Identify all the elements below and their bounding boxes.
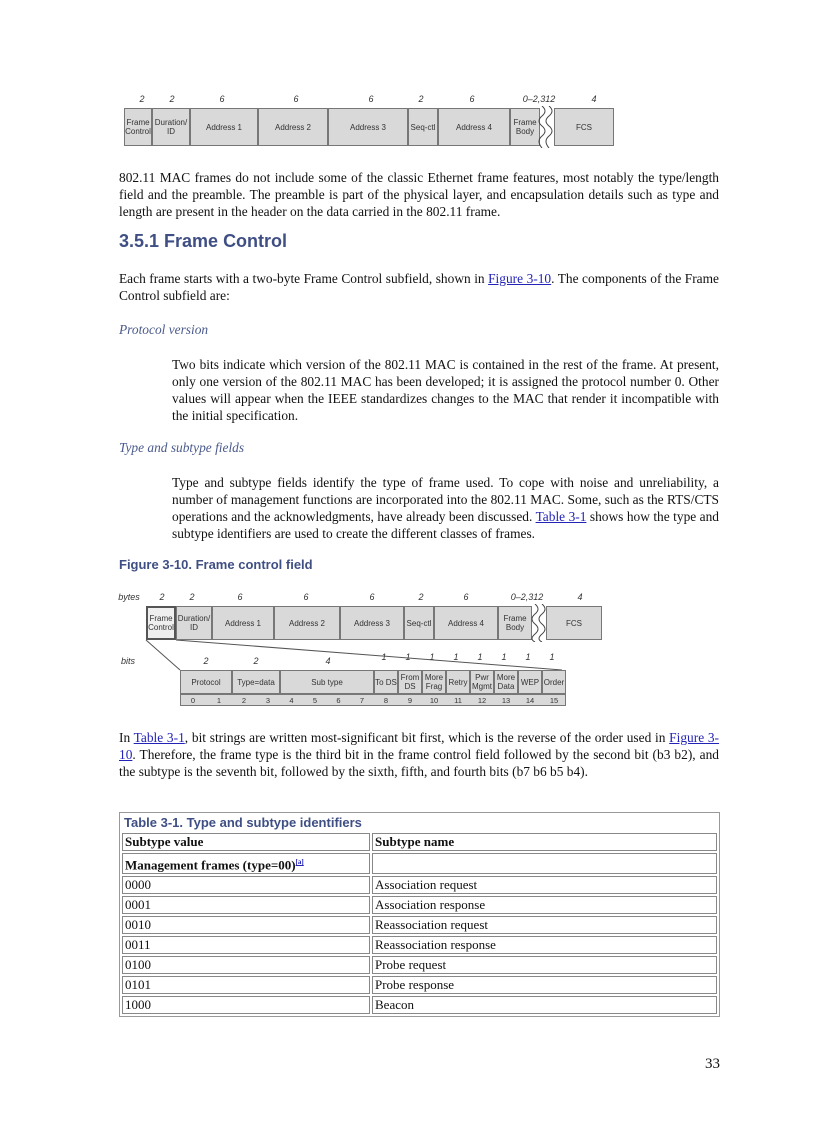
field-duration-id: Duration/ ID (152, 108, 190, 146)
field-fcs: FCS (554, 108, 614, 146)
bit-number: 1 (216, 696, 222, 705)
table-cell: 0100 (122, 956, 370, 974)
size-label: 2 (139, 94, 145, 104)
bit-field-from-ds: From DS (398, 670, 422, 694)
table-cell: 0101 (122, 976, 370, 994)
table-cell: 0001 (122, 896, 370, 914)
type-subtype-table (119, 812, 720, 1017)
bit-order-paragraph (119, 729, 719, 780)
table-cell: Association response (372, 896, 717, 914)
bit-number: 12 (477, 696, 487, 705)
bit-number: 4 (289, 696, 294, 705)
bit-number: 8 (383, 696, 389, 705)
bit-field-subtype: Sub type (280, 670, 374, 694)
bit-field-protocol: Protocol (180, 670, 232, 694)
bits-label: bits (120, 656, 135, 666)
table-caption: Table 3-1. Type and subtype identifiers (124, 815, 362, 830)
size-label: 6 (463, 592, 469, 602)
table-row (122, 976, 717, 994)
bytes-label: bytes (118, 592, 140, 602)
table-group-row (122, 853, 717, 874)
text-run: . Therefore, the frame type is the third bit in the frame control field followed by the second bit (b3 b2), and the subtype is the seventh bit, followed by the sixth, fifth, and fourth bits (b7 b6 b5 b4). (119, 747, 719, 779)
bit-field-more-frag: More Frag (422, 670, 446, 694)
bit-number: 14 (525, 696, 535, 705)
bit-size-label: 1 (453, 652, 459, 662)
figure-caption: Figure 3-10. Frame control field (119, 557, 313, 572)
table-header-row (122, 833, 717, 851)
table-cell: Reassociation response (372, 936, 717, 954)
table-row (122, 956, 717, 974)
bit-field-more-data: More Data (494, 670, 518, 694)
field-frame-control: Frame Control (124, 108, 152, 146)
bit-field-order: Order (542, 670, 566, 694)
table-cell: 0011 (122, 936, 370, 954)
size-label: 4 (591, 94, 597, 104)
bit-size-label: 4 (325, 656, 331, 666)
bit-number: 7 (359, 696, 365, 705)
size-label: 6 (219, 94, 225, 104)
table-cell: 0000 (122, 876, 370, 894)
section-title: 3.5.1 Frame Control (119, 231, 288, 251)
figure-3-10-link[interactable]: Figure 3-10 (488, 271, 552, 286)
size-label: 4 (577, 592, 583, 602)
table-row (122, 876, 717, 894)
bit-field-pwr-mgmt: Pwr Mgmt (470, 670, 494, 694)
size-label: 0–2,312 (522, 94, 556, 104)
table-cell: 0010 (122, 916, 370, 934)
term-protocol-version-desc: Two bits indicate which version of the 802.11 MAC is contained in the rest of the frame. At present, only one version of the 802.11 MAC has been developed; it is assigned the protocol number 0. Other values will appear when the IEEE standardizes changes to the MAC that render it incompatible with the initial specification. (172, 357, 719, 423)
table-row (122, 936, 717, 954)
size-label: 2 (189, 592, 195, 602)
field-address-3: Address 3 (340, 606, 404, 640)
table-row (122, 996, 717, 1014)
term-protocol-version: Protocol version (119, 322, 209, 337)
bit-number: 9 (407, 696, 413, 705)
frame-control-paragraph (119, 270, 719, 304)
bit-number: 5 (312, 696, 318, 705)
bit-field-retry: Retry (446, 670, 470, 694)
bit-number: 15 (549, 696, 559, 705)
bit-size-label: 1 (405, 652, 411, 662)
bit-field-type: Type=data (232, 670, 280, 694)
table-cell: Probe request (372, 956, 717, 974)
bit-field-to-ds: To DS (374, 670, 398, 694)
bit-size-label: 1 (501, 652, 507, 662)
group-text: Management frames (type=00) (125, 857, 296, 873)
footnote-link[interactable]: [a] (295, 858, 304, 866)
text-run: , bit strings are written most-significant bit first, which is the reverse of the order used in (184, 730, 670, 745)
table-cell: Reassociation request (372, 916, 717, 934)
size-label: 2 (418, 94, 424, 104)
field-seq-ctl: Seq-ctl (408, 108, 438, 146)
text-run: shows how the type and subtype identifiers are used to create the different classes of frames. (172, 509, 720, 541)
bit-size-label: 1 (525, 652, 531, 662)
size-label: 6 (369, 592, 375, 602)
size-label: 2 (159, 592, 165, 602)
field-frame-body: Frame Body (510, 108, 540, 146)
table-cell: Probe response (372, 976, 717, 994)
size-label: 0–2,312 (510, 592, 544, 602)
field-address-1: Address 1 (212, 606, 274, 640)
field-address-2: Address 2 (274, 606, 340, 640)
table-cell (372, 853, 717, 874)
size-label: 2 (418, 592, 424, 602)
size-label: 6 (368, 94, 374, 104)
table-row (122, 916, 717, 934)
intro-paragraph: 802.11 MAC frames do not include some of the classic Ethernet frame features, most notably the type/length field and the preamble. The preamble is part of the physical layer, and encapsulation details such as type and length are present in the header on the data carried in the 802.11 frame. (119, 170, 719, 219)
field-address-4: Address 4 (438, 108, 510, 146)
table-row (122, 896, 717, 914)
column-header: Subtype value (122, 833, 370, 851)
size-label: 2 (169, 94, 175, 104)
frame-format-figure (118, 94, 618, 150)
bit-number: 3 (265, 696, 271, 705)
table-3-1-link[interactable]: Table 3-1 (133, 730, 185, 745)
frame-control-figure (118, 590, 618, 708)
bit-field-wep: WEP (518, 670, 542, 694)
bit-number: 11 (454, 696, 462, 705)
field-fcs: FCS (546, 606, 602, 640)
text-run: In (119, 730, 134, 745)
bit-size-label: 1 (549, 652, 555, 662)
figure-3-10-link[interactable]: Figure 3-10 (119, 730, 720, 762)
table-cell: Beacon (372, 996, 717, 1014)
break-squiggle-icon (531, 604, 547, 642)
table-3-1-link[interactable]: Table 3-1 (535, 509, 587, 524)
term-type-subtype-desc (172, 474, 719, 542)
field-address-4: Address 4 (434, 606, 498, 640)
break-squiggle-icon (538, 106, 556, 148)
table-cell: Association request (372, 876, 717, 894)
bit-number: 13 (501, 696, 511, 705)
size-label: 6 (237, 592, 243, 602)
bit-size-label: 2 (253, 656, 259, 666)
text-run: . The components of the Frame Control subfield are: (119, 271, 719, 303)
page-number: 33 (705, 1056, 720, 1072)
field-seq-ctl: Seq-ctl (404, 606, 434, 640)
column-header: Subtype name (372, 833, 717, 851)
size-label: 6 (469, 94, 475, 104)
bit-number: 10 (429, 696, 439, 705)
field-frame-control: Frame Control (146, 606, 176, 640)
text-run: Type and subtype fields identify the type of frame used. To cope with noise and unreliability, a number of management functions are incorporated into the 802.11 MAC. Some, such as the RTS/CTS operations and the acknowledgments, have already been discussed. (172, 475, 719, 524)
table-caption-row (122, 815, 717, 831)
field-address-2: Address 2 (258, 108, 328, 146)
bit-size-label: 1 (477, 652, 483, 662)
group-label (122, 853, 370, 874)
table-cell: 1000 (122, 996, 370, 1014)
bit-number: 6 (336, 696, 341, 705)
field-address-3: Address 3 (328, 108, 408, 146)
text-run: Each frame starts with a two-byte Frame Control subfield, shown in (119, 271, 489, 286)
size-label: 6 (293, 94, 299, 104)
field-duration-id: Duration/ ID (176, 606, 212, 640)
field-frame-body: Frame Body (498, 606, 532, 640)
field-address-1: Address 1 (190, 108, 258, 146)
bit-size-label: 1 (381, 652, 387, 662)
size-label: 6 (303, 592, 309, 602)
bit-size-label: 2 (203, 656, 209, 666)
term-type-subtype: Type and subtype fields (119, 440, 245, 455)
bit-number: 2 (241, 696, 247, 705)
bit-number: 0 (190, 696, 196, 705)
bit-size-label: 1 (429, 652, 435, 662)
